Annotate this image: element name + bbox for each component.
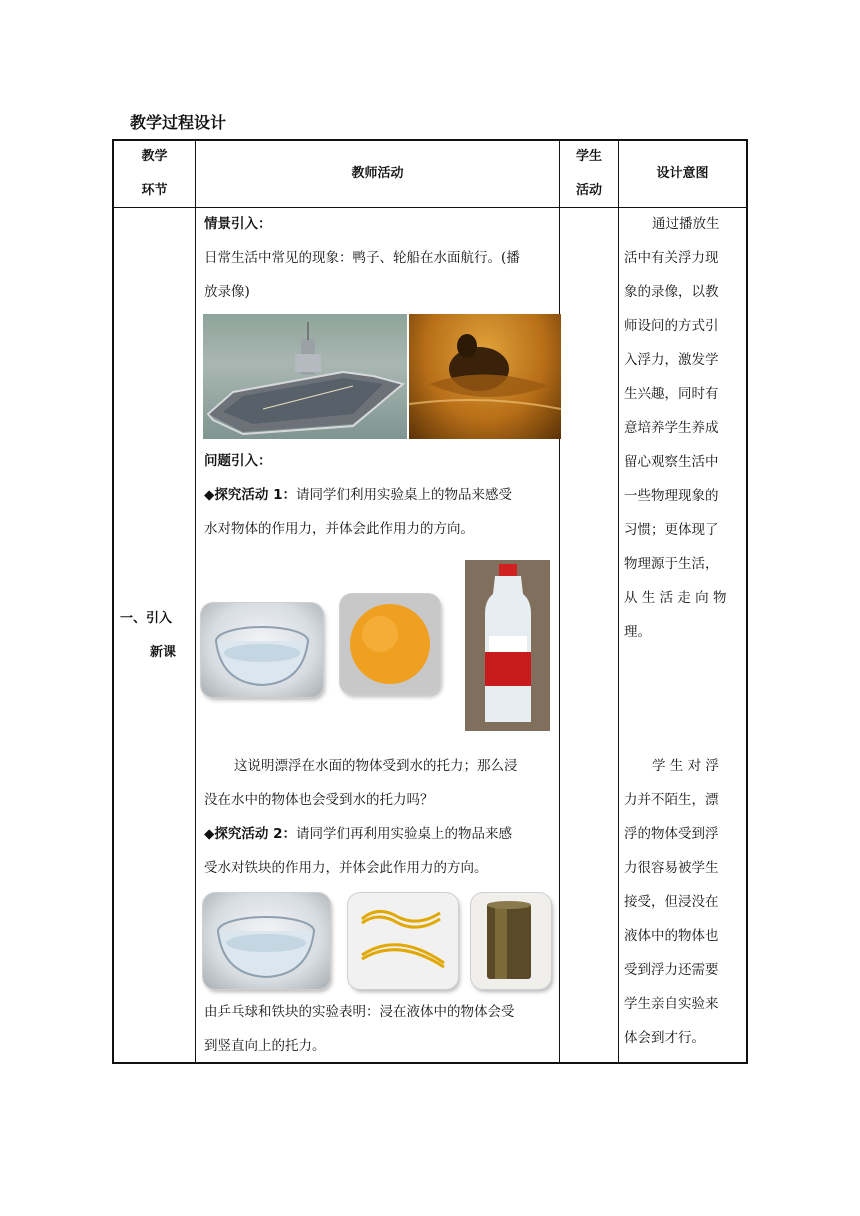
- design-intent-block2: [624, 749, 742, 1055]
- header-teacher: 教师活动: [351, 166, 404, 181]
- header-student: [560, 147, 618, 200]
- page-title: 教学过程设计: [130, 113, 227, 132]
- design-intent-line: 理。: [624, 624, 651, 640]
- design-intent-line: 活中有关浮力现: [624, 250, 719, 266]
- header-section-line1: 教学: [141, 149, 168, 164]
- design-intent-line: 意培养学生养成: [624, 420, 719, 436]
- section-label-line1: 一、引入: [120, 611, 173, 626]
- scene-text-line2: 放录像): [204, 284, 250, 300]
- section-label-line2: 新课: [150, 645, 177, 660]
- design-intent-block1: [624, 207, 742, 649]
- activity2-line1-text: 请同学们再利用实验桌上的物品来感: [295, 826, 512, 842]
- lesson-table: [112, 139, 748, 1064]
- col-divider-1: [195, 139, 196, 1064]
- design-intent-line: 液体中的物体也: [624, 928, 719, 944]
- design-intent-line: 浮的物体受到浮: [624, 826, 719, 842]
- table-border-right: [746, 139, 748, 1064]
- heading-scene-intro: 情景引入：: [204, 216, 272, 232]
- header-section-line2: 环节: [141, 183, 168, 198]
- header-section: [114, 147, 195, 200]
- design-intent-line: 习惯；更体现了: [624, 522, 719, 538]
- header-intent: 设计意图: [656, 166, 709, 181]
- heading-question-intro: 问题引入：: [204, 453, 272, 469]
- duck-photo: [409, 314, 561, 439]
- paragraph2-line1: 这说明漂浮在水面的物体受到水的托力；那么浸: [234, 758, 518, 774]
- activity2-line1: [204, 817, 512, 851]
- activity1-line1-text: 请同学们利用实验桌上的物品来感受: [295, 487, 512, 503]
- table-border-left: [112, 139, 114, 1064]
- design-intent-line: 入浮力，激发学: [624, 352, 719, 368]
- design-intent-line: 师设问的方式引: [624, 318, 719, 334]
- activity1-line2: 水对物体的作用力，并体会此作用力的方向。: [204, 521, 474, 537]
- pingpong-ball-photo: [340, 594, 440, 694]
- header-student-line1: 学生: [575, 149, 602, 164]
- paragraph3-line2: 到竖直向上的托力。: [204, 1038, 326, 1054]
- table-border-top: [112, 139, 748, 141]
- design-intent-line: 物理源于生活，: [624, 556, 719, 572]
- water-bowl-photo-2: [203, 893, 330, 989]
- design-intent-line: 留心观察生活中: [624, 454, 719, 470]
- col-divider-2: [559, 139, 560, 1064]
- header-student-line2: 活动: [575, 183, 602, 198]
- iron-block-photo: [471, 893, 551, 989]
- design-intent-line: 一些物理现象的: [624, 488, 719, 504]
- activity1-marker: ◆探究活动 1：: [204, 487, 296, 503]
- design-intent-line: 受到浮力还需要: [624, 962, 719, 978]
- design-intent-line: 象的录像，以教: [624, 284, 719, 300]
- scene-text-line1: 日常生活中常见的现象：鸭子、轮船在水面航行。(播: [204, 250, 520, 266]
- design-intent-line: 接受，但浸没在: [624, 894, 719, 910]
- activity2-marker: ◆探究活动 2：: [204, 826, 296, 842]
- water-bottle-photo: [465, 560, 550, 731]
- rubber-band-photo: [348, 893, 458, 989]
- design-intent-line: 力并不陌生，漂: [624, 792, 719, 808]
- design-intent-line: 力很容易被学生: [624, 860, 719, 876]
- water-bowl-photo: [201, 603, 323, 697]
- col-divider-3: [618, 139, 619, 1064]
- design-intent-line: 从 生 活 走 向 物: [624, 590, 727, 606]
- section-label: [114, 609, 195, 662]
- paragraph3-line1: 由乒乓球和铁块的实验表明：浸在液体中的物体会受: [204, 1004, 515, 1020]
- activity2-line2: 受水对铁块的作用力，并体会此作用力的方向。: [204, 860, 488, 876]
- paragraph2-line2: 没在水中的物体也会受到水的托力吗？: [204, 792, 434, 808]
- design-intent-line: 学生亲自实验来: [624, 996, 719, 1012]
- design-intent-line: 学 生 对 浮: [652, 758, 719, 774]
- design-intent-line: 生兴趣，同时有: [624, 386, 719, 402]
- design-intent-line: 通过播放生: [652, 216, 720, 232]
- design-intent-line: 体会到才行。: [624, 1030, 705, 1046]
- aircraft-carrier-photo: [203, 314, 407, 439]
- activity1-line1: [204, 478, 512, 512]
